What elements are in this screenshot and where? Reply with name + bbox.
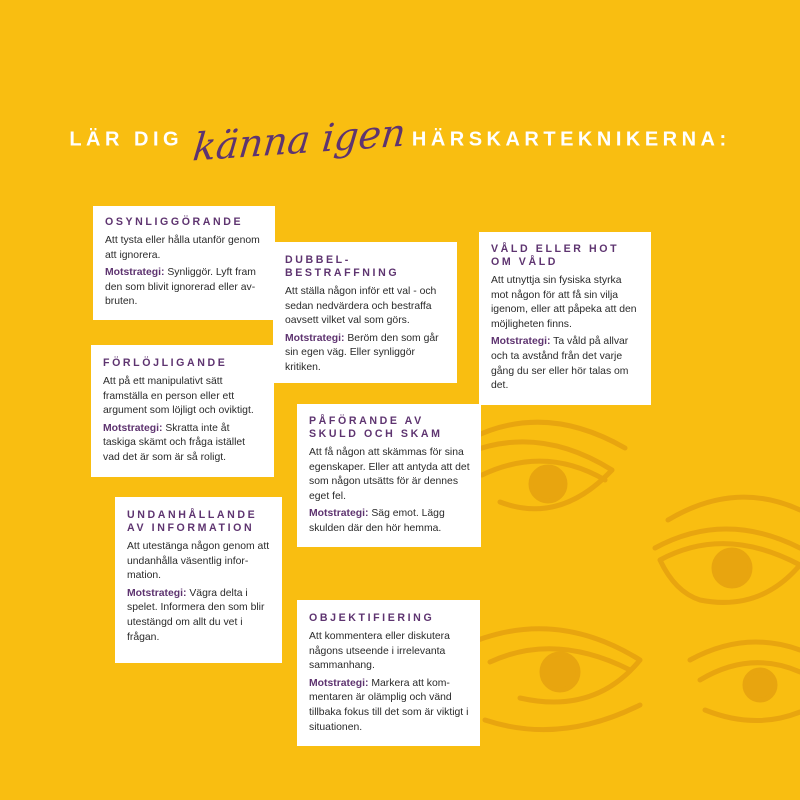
strategy-label: Motstrategi: xyxy=(491,336,551,348)
strategy-text: Vägra delta i spelet. Informera den som blir utestängd om allt du vet i frågan. xyxy=(127,587,265,643)
strategy-label: Motstrategi: xyxy=(285,332,345,344)
eye-icon xyxy=(478,629,640,730)
card-description: Att på ett manipulativt sätt framställa en person eller ett argument som löjligt och oviktigt. xyxy=(103,376,254,417)
card-undanhallande xyxy=(115,497,282,663)
card-title: OBJEKTIFIERING xyxy=(309,612,435,624)
card-strategy xyxy=(105,266,265,310)
strategy-text: Synliggör. Lyft fram den som blivit ignorerad eller av-bruten. xyxy=(105,267,256,308)
eye-icon xyxy=(655,497,800,602)
card-strategy xyxy=(103,422,264,466)
eye-icon xyxy=(690,642,800,721)
strategy-label: Motstrategi: xyxy=(127,587,187,599)
card-description: Att tysta eller hålla utanför genom att ignorera. xyxy=(105,235,260,261)
card-title: PÅFÖRANDE AV SKULD OCH SKAM xyxy=(309,415,443,440)
card-description: Att utnyttja sin fysiska styrka mot någon för att få sin vilja igenom, eller att påpeka att den möjligheten finns. xyxy=(491,275,637,330)
card-skuld-och-skam xyxy=(297,404,481,547)
card-description: Att ställa någon inför ett val - och sedan nedvärdera och bestraffa oavsett vilket val som görs. xyxy=(285,286,437,327)
card-strategy xyxy=(309,677,470,735)
card-dubbelbestraffning xyxy=(273,242,457,383)
strategy-label: Motstrategi: xyxy=(309,508,369,520)
strategy-label: Motstrategi: xyxy=(105,267,165,279)
card-strategy xyxy=(309,507,471,536)
title-suffix: HÄRSKARTEKNIKERNA: xyxy=(411,128,731,151)
strategy-label: Motstrategi: xyxy=(309,677,369,689)
card-title: VÅLD ELLER HOT OM VÅLD xyxy=(491,243,620,268)
card-objektifiering xyxy=(297,600,480,746)
strategy-text: Markera att kom-mentaren är olämplig och vänd tillbaka fokus till det som är viktigt i situationen. xyxy=(309,677,469,733)
page-title xyxy=(0,110,800,178)
card-vald xyxy=(479,232,651,405)
card-title: UNDANHÅLLANDE AV INFORMATION xyxy=(127,509,258,534)
card-description: Att kommentera eller diskutera någons utseende i irrelevanta sammanhang. xyxy=(309,631,450,672)
card-strategy xyxy=(127,587,272,645)
card-title: FÖRLÖJLIGANDE xyxy=(103,357,228,369)
card-strategy xyxy=(491,335,641,393)
card-strategy xyxy=(285,332,447,376)
card-osynliggorande xyxy=(93,206,275,320)
card-description: Att få någon att skämmas för sina egenskaper. Eller att antyda att det som någon utsätts för är dennes eget fel. xyxy=(309,447,470,502)
eye-icon xyxy=(470,422,625,509)
strategy-text: Beröm den som går sin egen väg. Eller synliggör kritiken. xyxy=(285,332,439,373)
strategy-text: Ta våld på allvar och ta avstånd från det varje gång du ser eller hör talas om det. xyxy=(491,336,629,392)
strategy-text: Skratta inte åt taskiga skämt och fråga istället vad det är som är så roligt. xyxy=(103,422,246,463)
card-title: OSYNLIGGÖRANDE xyxy=(105,216,244,228)
card-description: Att utestänga någon genom att undanhålla väsentlig infor-mation. xyxy=(127,541,270,582)
title-script: känna igen xyxy=(190,110,408,170)
title-prefix: LÄR DIG xyxy=(69,128,184,151)
card-forlojligande xyxy=(91,345,274,477)
strategy-label: Motstrategi: xyxy=(103,422,163,434)
card-title: DUBBEL-BESTRAFFNING xyxy=(285,254,400,279)
strategy-text: Säg emot. Lägg skulden där den hör hemma. xyxy=(309,508,445,534)
